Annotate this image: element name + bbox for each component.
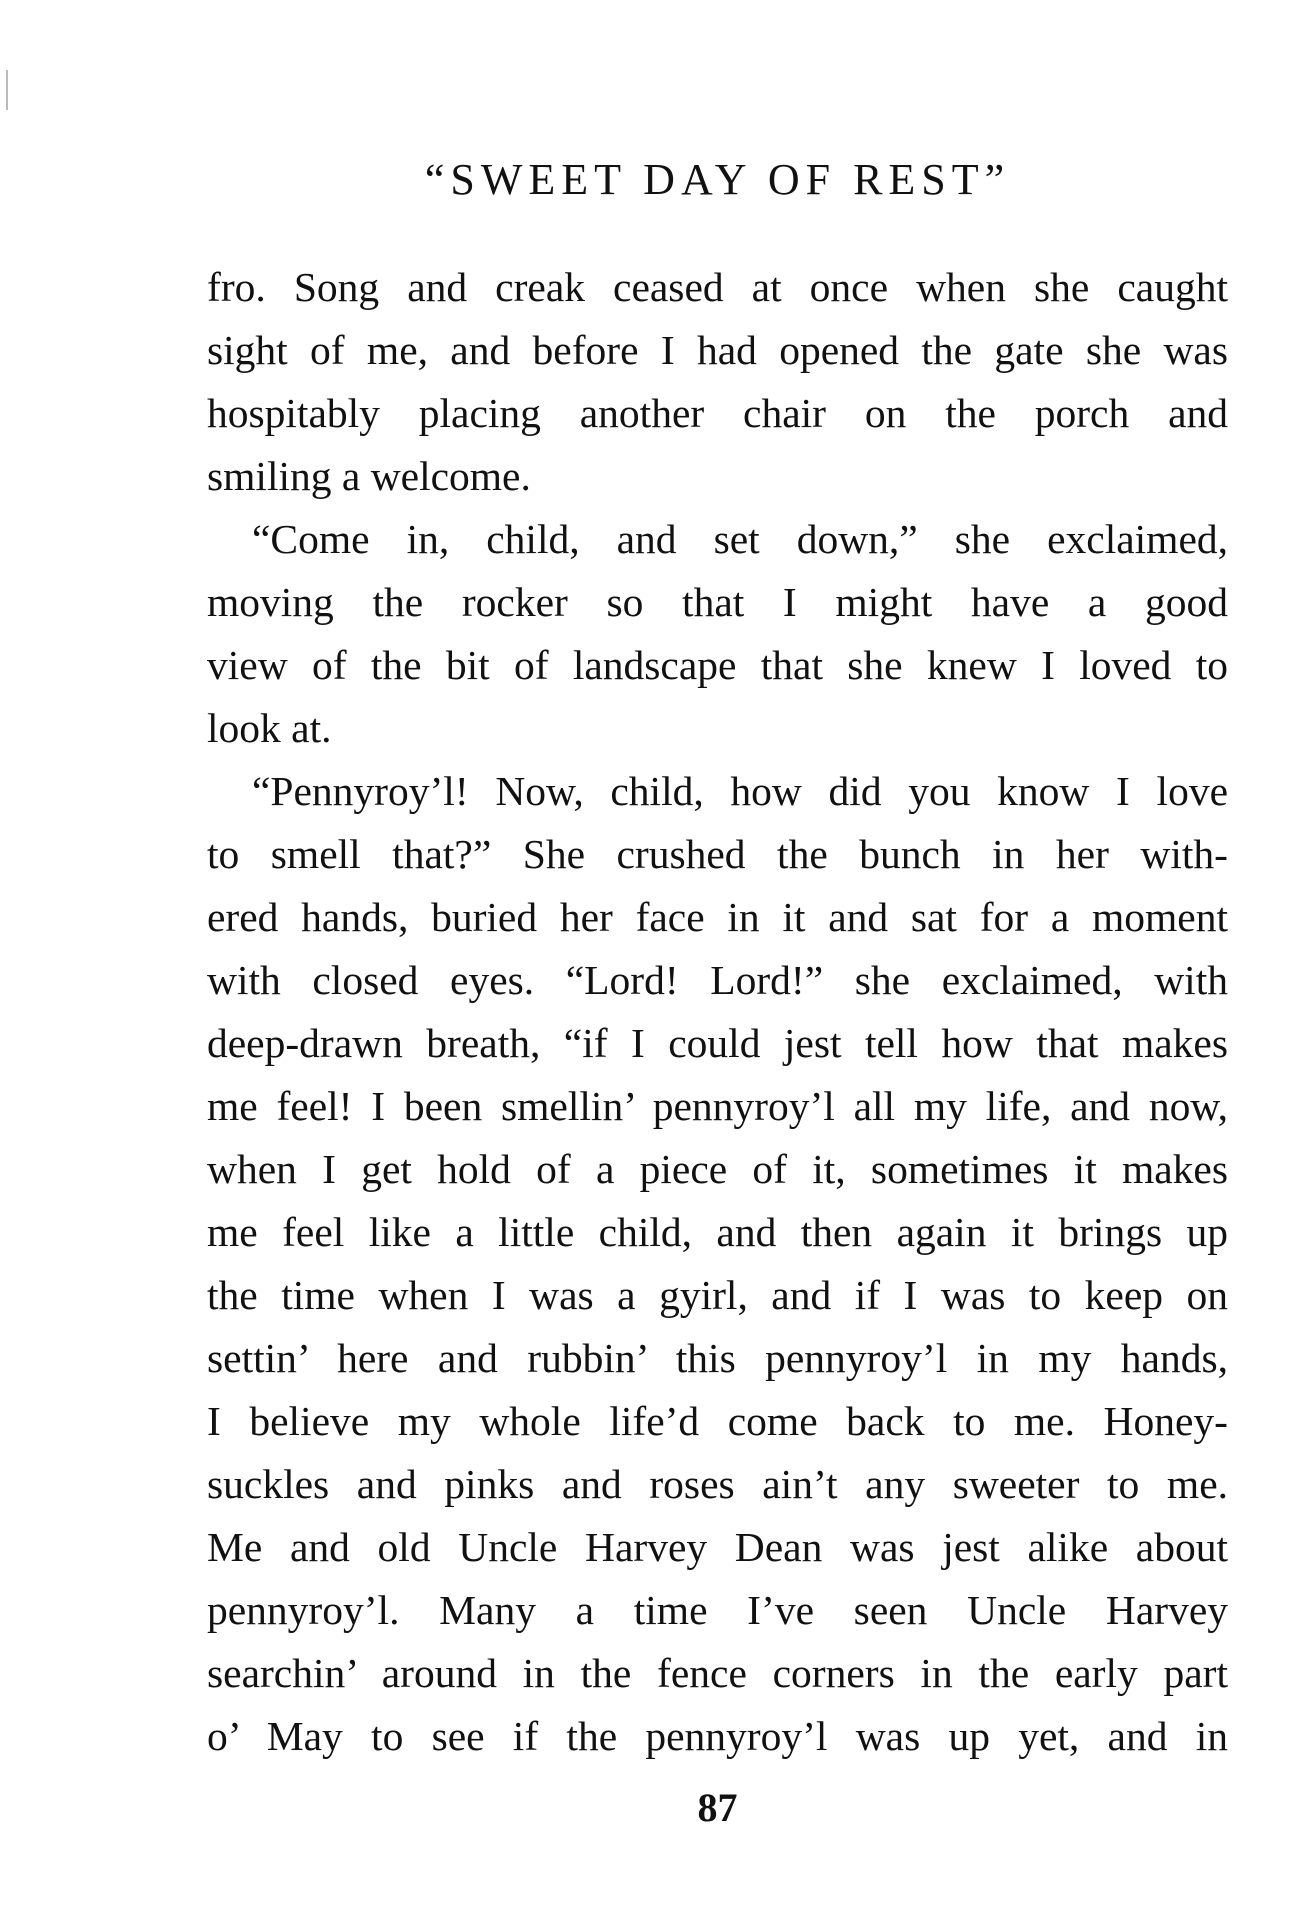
body-text: [207, 256, 1228, 1768]
text-line: hospitably placing another chair on the porch and: [207, 390, 1228, 436]
page-number: 87: [697, 1785, 738, 1830]
text-line: settin’ here and rubbin’ this pennyroy’l in my hands,: [207, 1335, 1228, 1381]
text-line: fro. Song and creak ceased at once when she caught: [207, 264, 1228, 310]
text-line: deep-drawn breath, “if I could jest tell how that makes: [207, 1020, 1228, 1066]
text-line: suckles and pinks and roses ain’t any sweeter to me.: [207, 1461, 1228, 1507]
text-line: “Pennyroy’l! Now, child, how did you know I love: [252, 768, 1228, 814]
paragraph-3: [207, 760, 1228, 1768]
text-line: the time when I was a gyirl, and if I was to keep on: [207, 1272, 1228, 1318]
paragraph-2: [207, 508, 1228, 760]
text-line: with closed eyes. “Lord! Lord!” she exclaimed, with: [207, 957, 1228, 1003]
text-line: view of the bit of landscape that she knew I loved to: [207, 642, 1228, 688]
text-line: me feel! I been smellin’ pennyroy’l all my life, and now,: [207, 1083, 1228, 1129]
text-line: Me and old Uncle Harvey Dean was jest alike about: [207, 1524, 1228, 1570]
text-line: sight of me, and before I had opened the gate she was: [207, 327, 1228, 373]
text-line: smiling a welcome.: [207, 453, 531, 499]
text-line: look at.: [207, 705, 332, 751]
text-line: searchin’ around in the fence corners in the early part: [207, 1650, 1228, 1696]
text-line: to smell that?” She crushed the bunch in her with-: [207, 831, 1228, 877]
paragraph-1: [207, 256, 1228, 508]
text-line: when I get hold of a piece of it, sometimes it makes: [207, 1146, 1228, 1192]
text-line: me feel like a little child, and then again it brings up: [207, 1209, 1228, 1255]
text-line: “Come in, child, and set down,” she exclaimed,: [252, 516, 1228, 562]
text-line: pennyroy’l. Many a time I’ve seen Uncle Harvey: [207, 1587, 1228, 1633]
margin-mark: [6, 70, 8, 110]
text-line: o’ May to see if the pennyroy’l was up yet, and in: [207, 1713, 1228, 1759]
text-line: ered hands, buried her face in it and sat for a moment: [207, 894, 1228, 940]
text-line: moving the rocker so that I might have a good: [207, 579, 1228, 625]
text-line: I believe my whole life’d come back to me. Honey-: [207, 1398, 1228, 1444]
running-head-title: “SWEET DAY OF REST”: [424, 155, 1011, 204]
